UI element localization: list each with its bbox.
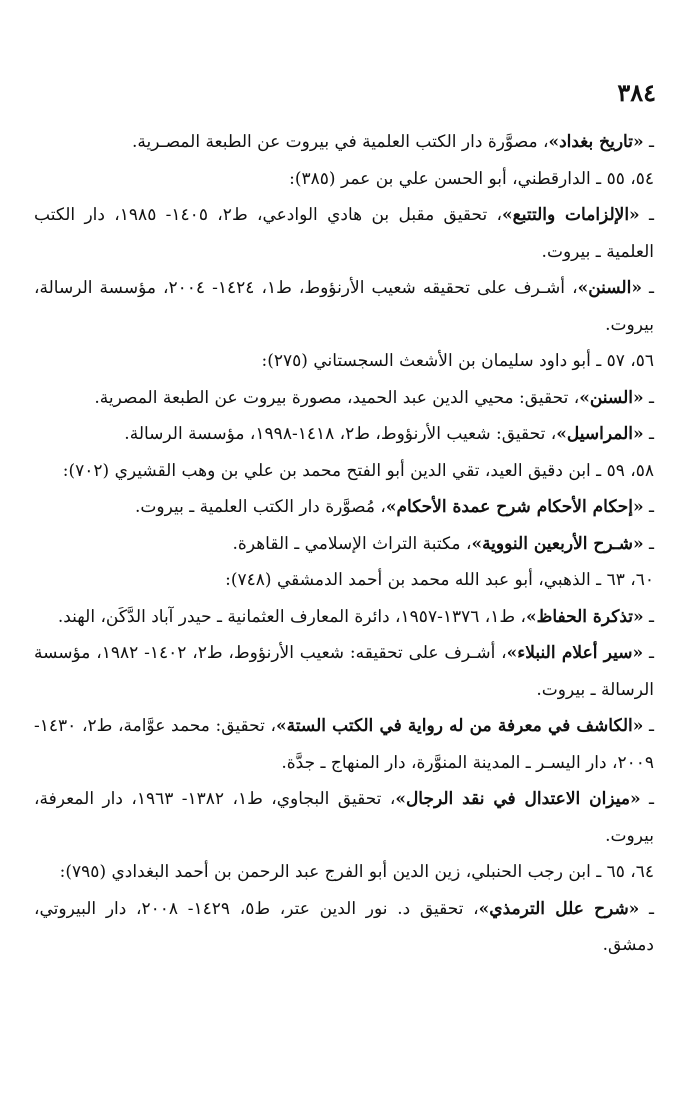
author-heading: ٥٨، ٥٩ ـ ابن دقيق العيد، تقي الدين أبو الفتح محمد بن علي بن وهب القشيري (٧٠٢): (62, 460, 654, 481)
entry-dash: ـ (643, 533, 654, 554)
book-details: ، تحقيق: محمد عوَّامة، ط٢، ١٤٣٠- ٢٠٠٩، دار اليسـر ـ المدينة المنوَّرة، دار المنهاج ـ جدَّة. (34, 716, 654, 773)
book-details: ، أشـرف على تحقيقه: شعيب الأرنؤوط، ط٢، ١٤٠٢- ١٩٨٢، مؤسسة الرسالة ـ بيروت. (34, 643, 654, 700)
book-details: ، ط١، ١٣٧٦-١٩٥٧، دائرة المعارف العثمانية ـ حيدر آباد الدَّكَن، الهند. (57, 606, 527, 627)
book-details: ، مُصوَّرة دار الكتب العلمية ـ بيروت. (134, 497, 386, 517)
book-title: «سير أعلام النبلاء» (506, 643, 644, 663)
author-heading: ٥٦، ٥٧ ـ أبو داود سليمان بن الأشعث السجستاني (٢٧٥): (261, 351, 654, 371)
entry-dash: ـ (643, 387, 654, 408)
book-details: ، تحقيق: محيي الدين عبد الحميد، مصورة بيروت عن الطبعة المصرية. (94, 387, 580, 408)
entry-dash: ـ (640, 789, 655, 809)
bibliography-entry (34, 489, 654, 526)
book-title: «السنن» (577, 278, 642, 298)
book-title: «إحكام الأحكام شرح عمدة الأحكام» (385, 497, 644, 517)
book-details: ، مصوَّرة دار الكتب العلمية في بيروت عن الطبعة المصـرية. (131, 132, 549, 152)
book-title: «تاريخ بغداد» (548, 132, 644, 152)
bibliography-list (34, 124, 654, 964)
book-title: «المراسيل» (556, 424, 644, 444)
bibliography-entry (34, 526, 654, 563)
bibliography-entry (34, 380, 654, 417)
book-title: «ميزان الاعتدال في نقد الرجال» (395, 789, 641, 809)
author-heading: ٦٠، ٦٣ ـ الذهبي، أبو عبد الله محمد بن أحمد الدمشقي (٧٤٨): (225, 570, 654, 590)
entry-dash: ـ (643, 424, 654, 444)
entry-dash: ـ (643, 606, 654, 627)
book-details: ، أشـرف على تحقيقه شعيب الأرنؤوط، ط١، ١٤٢٤- ٢٠٠٤، مؤسسة الرسالة، بيروت. (34, 278, 654, 335)
book-details: ، تحقيق البجاوي، ط١، ١٣٨٢- ١٩٦٣، دار المعرفة، بيروت. (34, 789, 654, 846)
book-title: «السنن» (579, 387, 644, 408)
entry-dash: ـ (643, 716, 655, 736)
bibliography-entry (34, 599, 654, 636)
author-heading: ٦٤، ٦٥ ـ ابن رجب الحنبلي، زين الدين أبو الفرج عبد الرحمن بن أحمد البغدادي (٧٩٥): (59, 862, 654, 882)
bibliography-entry (34, 781, 654, 854)
book-details: ، مكتبة التراث الإسلامي ـ القاهرة. (232, 533, 472, 554)
bibliography-entry (34, 635, 654, 708)
book-title: «شـرح الأربعين النووية» (471, 533, 644, 554)
page-number: ٣٨٤ (617, 78, 656, 107)
book-title: «الإلزامات والتتبع» (502, 205, 640, 225)
entry-dash: ـ (641, 278, 654, 298)
book-details: ، تحقيق مقبل بن هادي الوادعي، ط٢، ١٤٠٥- ١٩٨٥، دار الكتب العلمية ـ بيروت. (34, 205, 654, 262)
bibliography-entry (34, 270, 654, 343)
author-heading: ٥٤، ٥٥ ـ الدارقطني، أبو الحسن علي بن عمر (٣٨٥): (289, 168, 654, 189)
bibliography-entry (34, 708, 654, 781)
book-details: ، تحقيق د. نور الدين عتر، ط٥، ١٤٢٩- ٢٠٠٨، دار البيروتي، دمشق. (34, 898, 654, 955)
book-title: «الكاشف في معرفة من له رواية في الكتب الستة» (276, 716, 644, 736)
bibliography-entry (34, 891, 654, 964)
book-title: «تذكرة الحفاظ» (526, 606, 644, 627)
entry-dash: ـ (639, 898, 654, 919)
entry-dash: ـ (643, 132, 654, 152)
book-details: ، تحقيق: شعيب الأرنؤوط، ط٢، ١٤١٨-١٩٩٨، مؤسسة الرسالة. (124, 424, 557, 444)
entry-dash: ـ (639, 205, 654, 225)
bibliography-entry (34, 124, 654, 161)
bibliography-entry (34, 416, 654, 453)
bibliography-entry (34, 197, 654, 270)
entry-dash: ـ (643, 497, 654, 517)
entry-dash: ـ (643, 643, 654, 663)
book-title: «شرح علل الترمذي» (478, 898, 640, 919)
